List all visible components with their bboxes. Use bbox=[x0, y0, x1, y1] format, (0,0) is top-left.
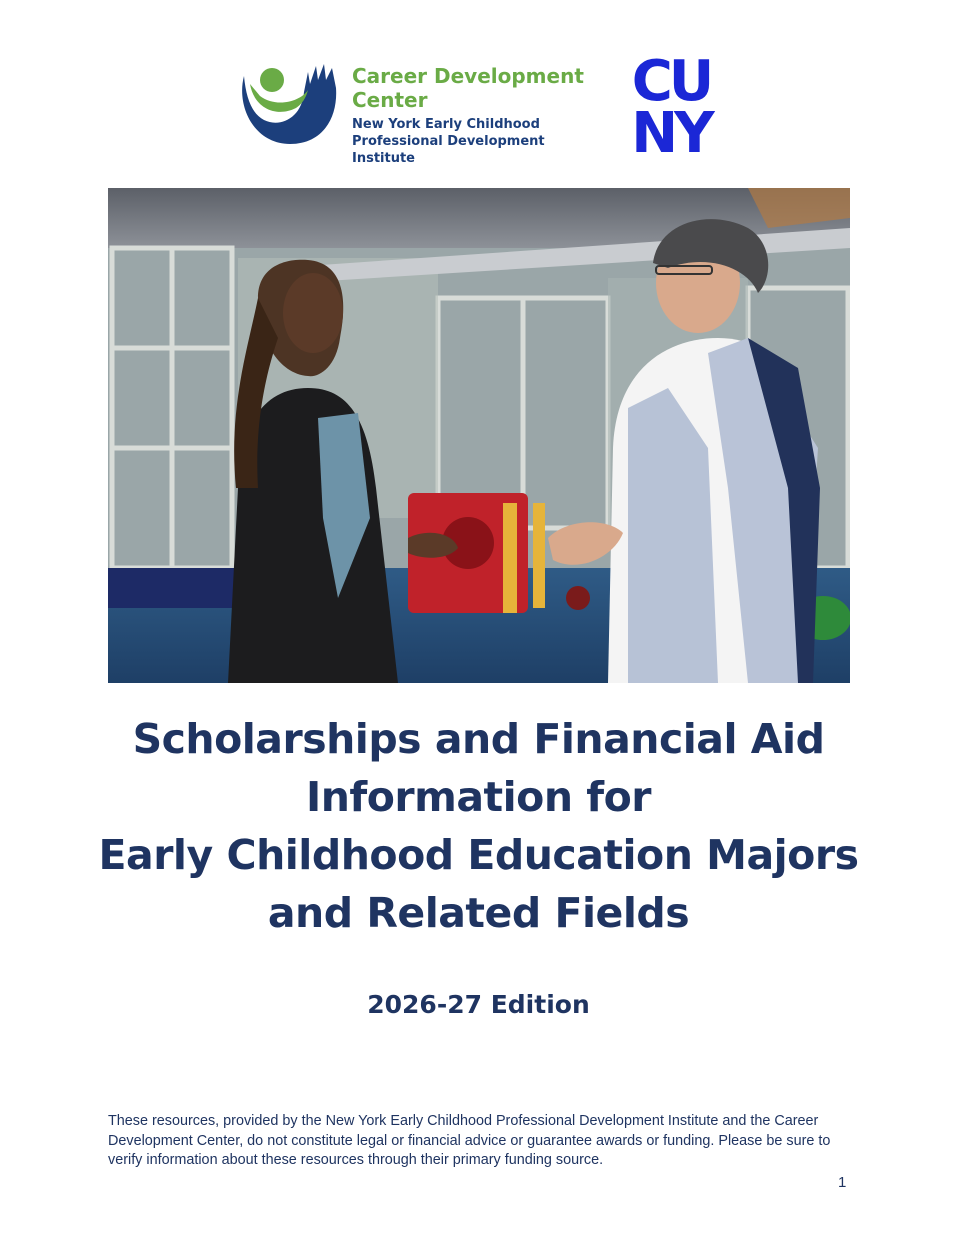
title-line-3: Early Childhood Education Majors bbox=[98, 831, 859, 879]
cuny-line2: NY bbox=[631, 101, 711, 156]
org-subtitle-line1: New York Early Childhood bbox=[352, 117, 540, 132]
page-number: 1 bbox=[838, 1174, 847, 1191]
two-people-talking-photo-icon bbox=[108, 188, 850, 683]
cover-photo bbox=[108, 188, 850, 683]
title-line-2: Information for bbox=[305, 773, 652, 821]
cuny-wordmark-icon bbox=[616, 52, 726, 156]
title-line-1: Scholarships and Financial Aid bbox=[132, 715, 825, 763]
org-title: Career Development Center bbox=[352, 64, 584, 112]
cuny-line1: CU bbox=[631, 52, 711, 114]
header bbox=[236, 52, 726, 166]
hands-circle-logo-icon bbox=[236, 58, 340, 148]
document-title bbox=[60, 710, 897, 942]
edition-label: 2026-27 Edition bbox=[367, 990, 590, 1019]
org-subtitle-line2: Professional Development Institute bbox=[352, 134, 545, 166]
title-line-4: and Related Fields bbox=[267, 889, 690, 937]
cdc-text-block bbox=[352, 64, 612, 167]
disclaimer-text: These resources, provided by the New York Early Childhood Professional Development Institute and the Career Development Center, do not constitute legal or financial advice or guarantee awards or funding. Please be sure to verify information about these resources through their primary funding source. bbox=[108, 1113, 831, 1168]
